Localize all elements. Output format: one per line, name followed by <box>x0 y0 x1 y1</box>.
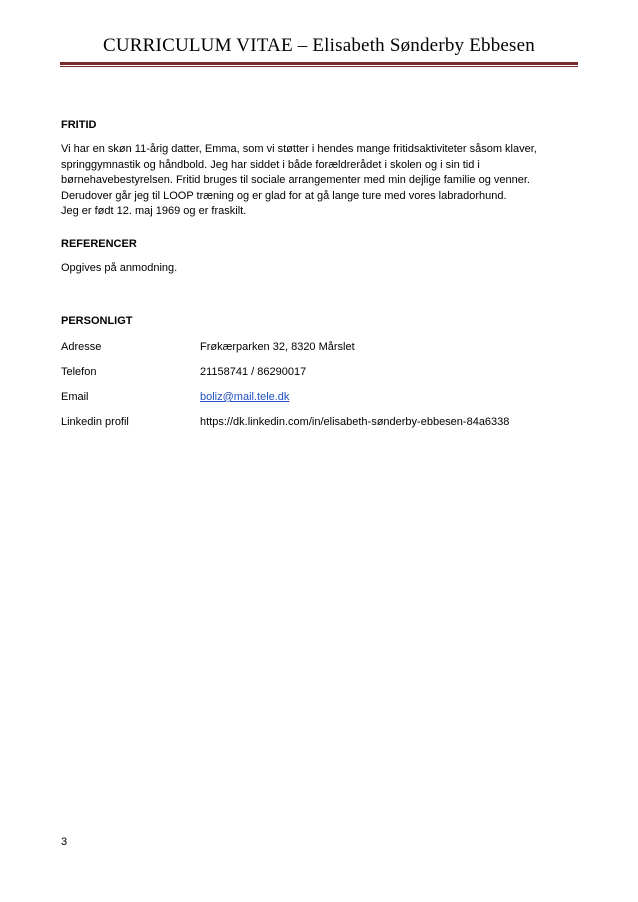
fritid-line: Jeg er født 12. maj 1969 og er fraskilt. <box>61 205 247 217</box>
header-rule-thin <box>60 66 578 67</box>
fritid-line: børnehavebestyrelsen. Fritid bruges til sociale arrangementer med min dejlige familie og venner. <box>61 174 530 186</box>
fritid-text <box>61 142 581 220</box>
header-rule-thick <box>60 62 578 65</box>
fritid-line: Vi har en skøn 11-årig datter, Emma, som vi støtter i hendes mange fritidsaktiviteter såsom klaver, <box>61 143 537 155</box>
address-value: Frøkærparken 32, 8320 Mårslet <box>200 341 355 353</box>
address-label: Adresse <box>61 341 102 353</box>
linkedin-url: https://dk.linkedin.com/in/elisabeth-sønderby-ebbesen-84a6338 <box>200 416 510 428</box>
referencer-heading: REFERENCER <box>61 238 137 250</box>
referencer-text: Opgives på anmodning. <box>61 262 178 274</box>
fritid-line: Derudover går jeg til LOOP træning og er glad for at gå lange ture med vores labradorhund. <box>61 189 507 202</box>
email-label: Email <box>61 391 89 403</box>
email-link[interactable]: boliz@mail.tele.dk <box>200 391 290 403</box>
fritid-heading: FRITID <box>61 119 97 131</box>
phone-label: Telefon <box>61 366 97 378</box>
personligt-heading: PERSONLIGT <box>61 315 133 327</box>
page-title: CURRICULUM VITAE – Elisabeth Sønderby Ebbesen <box>103 35 535 56</box>
page-number: 3 <box>61 836 68 848</box>
fritid-line: springgymnastik og håndbold. Jeg har siddet i både forældrerådet i skolen og i sin tid i <box>61 158 480 171</box>
phone-value: 21158741 / 86290017 <box>200 366 307 378</box>
linkedin-label: Linkedin profil <box>61 416 129 428</box>
